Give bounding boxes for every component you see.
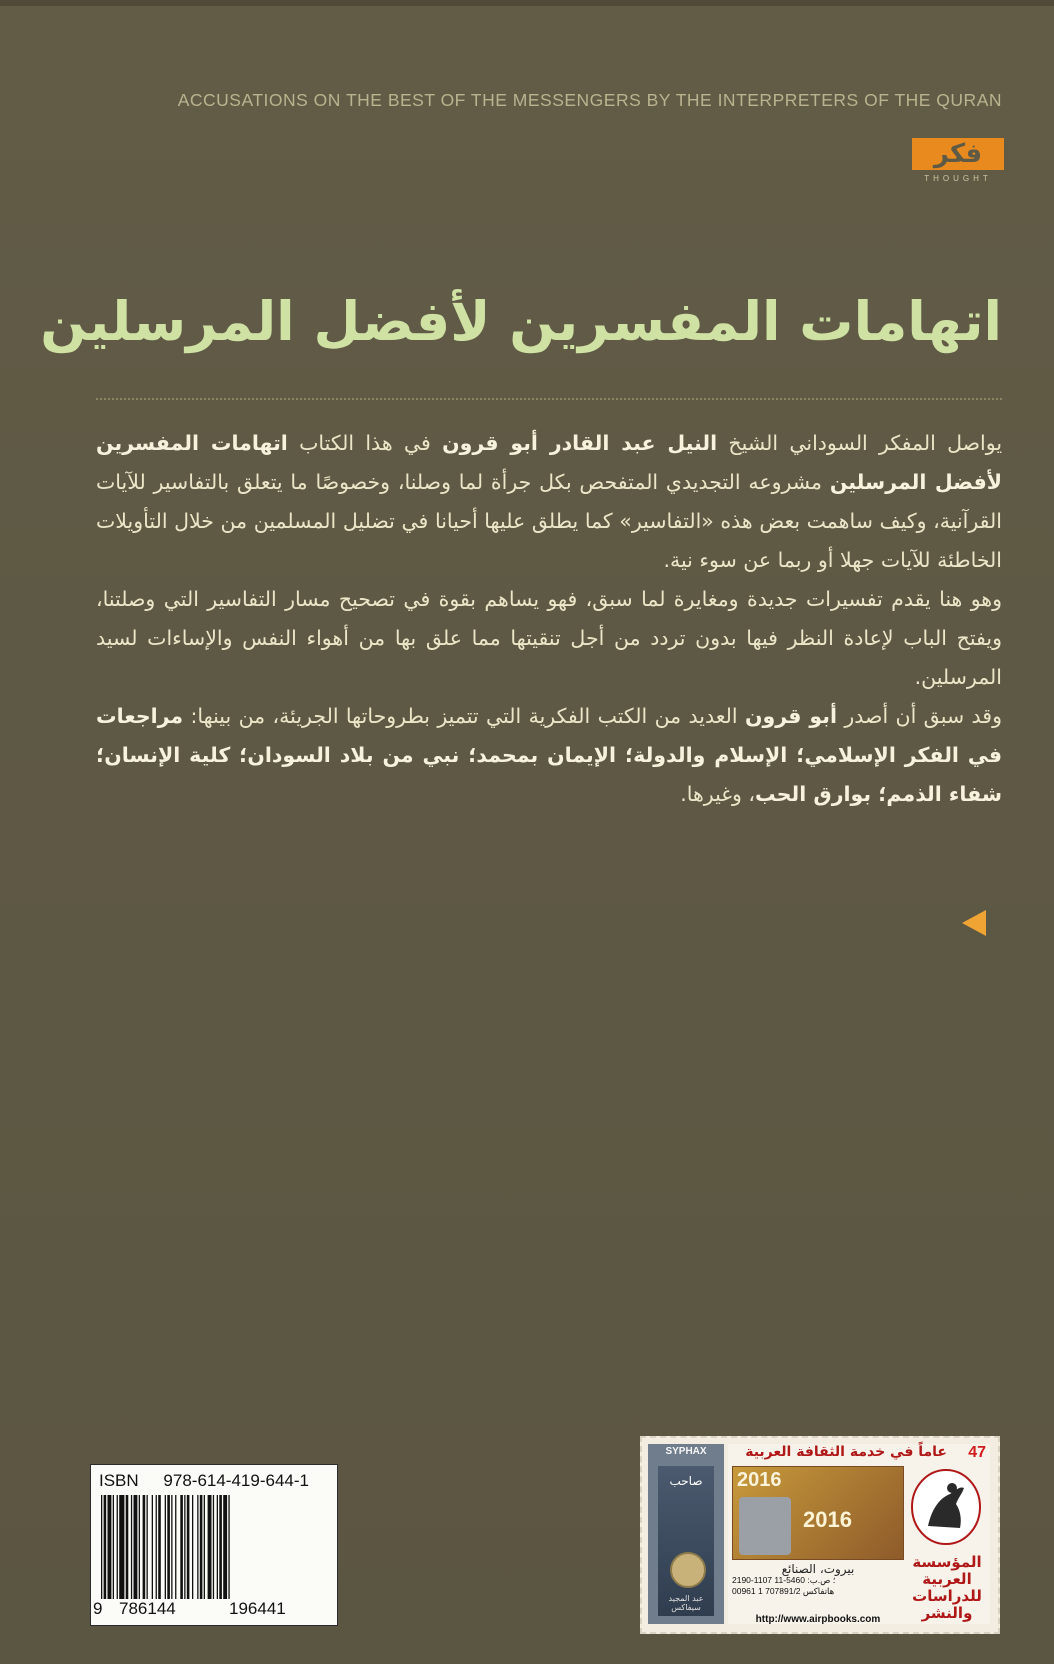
book-title-inline: اتهامات المفسرين لأفضل المرسلين <box>96 431 1003 494</box>
arabic-title: اتهامات المفسرين لأفضل المرسلين <box>40 290 1002 353</box>
blurb-paragraph-3 <box>96 697 1002 814</box>
blurb-text: وقد سبق أن أصدر <box>837 704 1002 728</box>
phones-line: 2190-1107 ؛ ص.ب: 5460-11 <box>732 1575 836 1585</box>
isbn-barcode <box>90 1464 338 1626</box>
address-line: بيروت، الصنائع <box>781 1562 855 1576</box>
contact-info <box>732 1564 904 1597</box>
publisher-logo <box>908 130 1004 188</box>
blurb <box>96 424 1002 814</box>
blurb-text: في هذا الكتاب <box>287 431 443 455</box>
stamp-book-panel <box>648 1444 724 1624</box>
coin-icon <box>670 1552 706 1588</box>
mini-book-cover <box>658 1466 714 1616</box>
blurb-text: ، وغيرها. <box>680 782 756 806</box>
author-name: النيل عبد القادر أبو قرون <box>442 431 718 455</box>
publisher-website: http://www.airpbooks.com <box>755 1614 881 1625</box>
other-works-list: مراجعات في الفكر الإسلامي؛ الإسلام والدولة؛ الإيمان بمحمد؛ نبي من بلاد السودان؛ كلية الإنسان؛ شفاء الذمم؛ بوارق الحب <box>96 704 1002 806</box>
stamp-header: عاماً في خدمة الثقافة العربية <box>745 1444 947 1460</box>
fax-label: هاتفاكس <box>802 1586 835 1596</box>
publisher-name-line: للدراسات <box>912 1587 982 1605</box>
publisher-name-line: العربية <box>922 1570 972 1588</box>
barcode-digit-first: 9 <box>93 1599 103 1618</box>
blurb-text: العديد من الكتب الفكرية التي تتميز بطروحاتها الجريئة، من بينها: <box>183 704 745 728</box>
poster-year-left: 2016 <box>737 1469 782 1491</box>
blurb-text: مشروعه التجديدي المتفحص بكل جرأة لما وصلنا، وخصوصًا ما يتعلق بالتفاسير للآيات القرآنية، وكيف ساهمت بعض هذه «التفاسير» كما يطلق عليها أحيانا في تضليل المسلمين من خلال التأويلات الخاطئة للآيات جهلا أو ربما عن سوء نية. <box>96 470 1002 572</box>
isbn-label: ISBN <box>99 1471 139 1490</box>
publisher-logo-mark: فكر <box>912 138 1004 170</box>
horseman-emblem-icon <box>910 1468 982 1546</box>
years-badge: 47 <box>968 1444 986 1461</box>
author-short-name: أبو قرون <box>745 704 837 728</box>
publisher-name <box>908 1554 986 1622</box>
stamp-main-panel <box>728 1444 990 1624</box>
barcode-group-2: 196441 <box>229 1599 286 1618</box>
publisher-name-line: والنشر <box>921 1604 973 1622</box>
publisher-name-line: المؤسسة <box>912 1553 982 1571</box>
english-title: ACCUSATIONS ON THE BEST OF THE MESSENGERS BY THE INTERPRETERS OF THE QURAN <box>177 90 1002 110</box>
portrait-photo <box>739 1497 791 1555</box>
publisher-stamp <box>640 1436 1000 1634</box>
triangle-arrow-icon <box>962 910 986 936</box>
mini-book-author: عبد المجيد سيفاكس <box>668 1594 704 1612</box>
syphax-label: SYPHAX <box>665 1446 707 1457</box>
top-edge <box>0 0 1054 6</box>
blurb-paragraph-1 <box>96 424 1002 580</box>
anniversary-poster <box>732 1466 904 1560</box>
isbn-value: 978-614-419-644-1 <box>163 1471 309 1490</box>
fax-number: 00961 1 707891/2 <box>732 1586 801 1596</box>
blurb-paragraph-2: وهو هنا يقدم تفسيرات جديدة ومغايرة لما سبق، فهو يساهم بقوة في تصحيح مسار التفاسير التي وصلتنا، ويفتح الباب لإعادة النظر فيها بدون تردد من أجل تنقيتها مما علق بها من أهواء النفس والإساءات لسيد المرسلين. <box>96 587 1002 689</box>
mini-book-title: صاحب <box>669 1474 703 1488</box>
barcode-group-1: 786144 <box>119 1599 176 1618</box>
fax-line <box>732 1586 904 1597</box>
dotted-divider <box>96 398 1002 400</box>
publisher-logo-sub: THOUGHT <box>924 174 992 183</box>
blurb-text: يواصل المفكر السوداني الشيخ <box>717 431 1003 455</box>
isbn-row <box>99 1471 331 1491</box>
barcode-bars <box>99 1495 331 1599</box>
poster-year-right: 2016 <box>803 1507 852 1532</box>
